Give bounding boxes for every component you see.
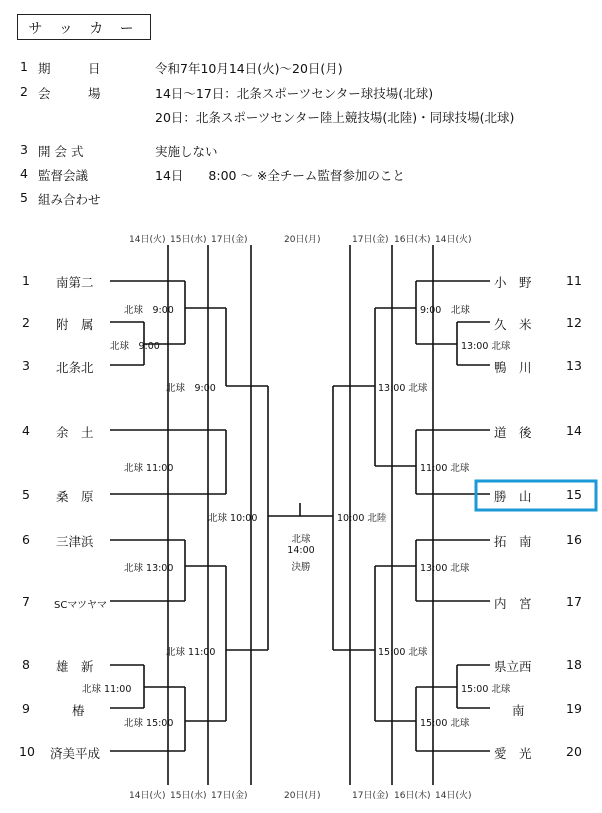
team-name: 拓 南 [494, 534, 532, 549]
team-name: 余 土 [56, 425, 94, 440]
team-num: 15 [566, 487, 582, 502]
team-name: 三津浜 [56, 534, 94, 549]
team-name: 道 後 [494, 425, 532, 440]
info-label-5: 組み合わせ [38, 192, 101, 207]
match-time: 北球 15:00 [124, 718, 174, 729]
team-name: 椿 [72, 703, 85, 718]
match-time: 北球 9:00 [124, 305, 174, 316]
team-name: 内 宮 [494, 596, 532, 611]
team-name: 附 属 [56, 317, 94, 332]
hdr-left-3: 17日(金) [211, 235, 248, 245]
team-name: 久 米 [494, 317, 532, 332]
info-value-1: 令和7年10月14日(火)〜20日(月) [155, 61, 343, 76]
match-time-semi-right: 10:00 北陸 [337, 513, 387, 524]
match-time: 北球 11:00 [124, 463, 174, 474]
info-num-5: 5 [20, 190, 28, 205]
team-num: 11 [566, 273, 582, 288]
team-name: 済美平成 [50, 746, 101, 761]
hdr-right-2: 16日(木) [394, 235, 431, 245]
info-label-1: 期 日 [38, 61, 101, 76]
final-venue: 北球 [291, 534, 311, 545]
team-name: 勝 山 [494, 489, 532, 504]
match-time: 15:00 北球 [378, 647, 428, 658]
team-num: 16 [566, 532, 582, 547]
match-time: 北球 13:00 [124, 563, 174, 574]
team-num: 14 [566, 423, 582, 438]
hdr-left-3-bottom: 17日(金) [211, 791, 248, 801]
match-time: 北球 11:00 [166, 647, 216, 658]
info-label-4: 監督会議 [38, 168, 89, 183]
hdr-right-3: 14日(火) [435, 235, 472, 245]
hdr-left-1: 14日(火) [129, 235, 166, 245]
team-num: 10 [19, 744, 35, 759]
match-time: 15:00 北球 [461, 684, 511, 695]
team-num: 17 [566, 594, 582, 609]
team-num: 4 [22, 423, 30, 438]
match-time: 13:00 北球 [420, 563, 470, 574]
team-name: SCマツヤマ [54, 600, 108, 611]
hdr-right-2-bottom: 16日(木) [394, 791, 431, 801]
hdr-right-3-bottom: 14日(火) [435, 791, 472, 801]
team-name: 南第二 [56, 275, 94, 290]
hdr-right-1: 17日(金) [352, 235, 389, 245]
team-num: 5 [22, 487, 30, 502]
match-time: 13:00 北球 [461, 341, 511, 352]
team-num: 3 [22, 358, 30, 373]
hdr-left-2: 15日(水) [170, 235, 207, 245]
info-num-3: 3 [20, 142, 28, 157]
match-time-semi-left: 北球 10:00 [208, 513, 258, 524]
team-name: 愛 光 [494, 746, 532, 761]
match-time: 北球 11:00 [82, 684, 132, 695]
team-name: 鴨 川 [494, 360, 532, 375]
final-time: 14:00 [287, 545, 315, 556]
team-num: 19 [566, 701, 582, 716]
match-time: 9:00 北球 [420, 305, 470, 316]
final-label: 決勝 [291, 562, 311, 573]
team-name: 県立西 [494, 659, 532, 674]
match-time: 北球 9:00 [110, 341, 160, 352]
hdr-center-bottom: 20日(月) [284, 791, 321, 801]
hdr-right-1-bottom: 17日(金) [352, 791, 389, 801]
info-num-1: 1 [20, 59, 28, 74]
info-label-3: 開 会 式 [38, 144, 84, 159]
team-num: 8 [22, 657, 30, 672]
hdr-left-2-bottom: 15日(水) [170, 791, 207, 801]
team-num: 2 [22, 315, 30, 330]
team-name: 桑 原 [56, 489, 94, 504]
team-num: 6 [22, 532, 30, 547]
info-value-4: 14日 8:00 〜 ※全チーム監督参加のこと [155, 168, 405, 183]
page-title: サ ッ カ ー [28, 21, 140, 37]
team-num: 13 [566, 358, 582, 373]
team-num: 18 [566, 657, 582, 672]
team-num: 1 [22, 273, 30, 288]
team-name: 南 [512, 703, 525, 718]
match-time: 11:00 北球 [420, 463, 470, 474]
team-name: 北条北 [56, 360, 94, 375]
team-name: 小 野 [494, 275, 532, 290]
match-time: 13:00 北球 [378, 383, 428, 394]
info-num-2: 2 [20, 84, 28, 99]
team-name: 雄 新 [56, 659, 94, 674]
hdr-left-1-bottom: 14日(火) [129, 791, 166, 801]
team-num: 12 [566, 315, 582, 330]
match-time: 15:00 北球 [420, 718, 470, 729]
team-num: 7 [22, 594, 30, 609]
info-value-2b: 20日：北条スポーツセンター陸上競技場(北陸)・同球技場(北球) [155, 110, 515, 125]
match-time: 北球 9:00 [166, 383, 216, 394]
team-num: 9 [22, 701, 30, 716]
team-num: 20 [566, 744, 582, 759]
hdr-center: 20日(月) [284, 235, 321, 245]
info-value-3: 実施しない [155, 144, 218, 159]
info-label-2: 会 場 [38, 86, 101, 101]
info-num-4: 4 [20, 166, 28, 181]
info-value-2: 14日〜17日：北条スポーツセンター球技場(北球) [155, 86, 434, 101]
